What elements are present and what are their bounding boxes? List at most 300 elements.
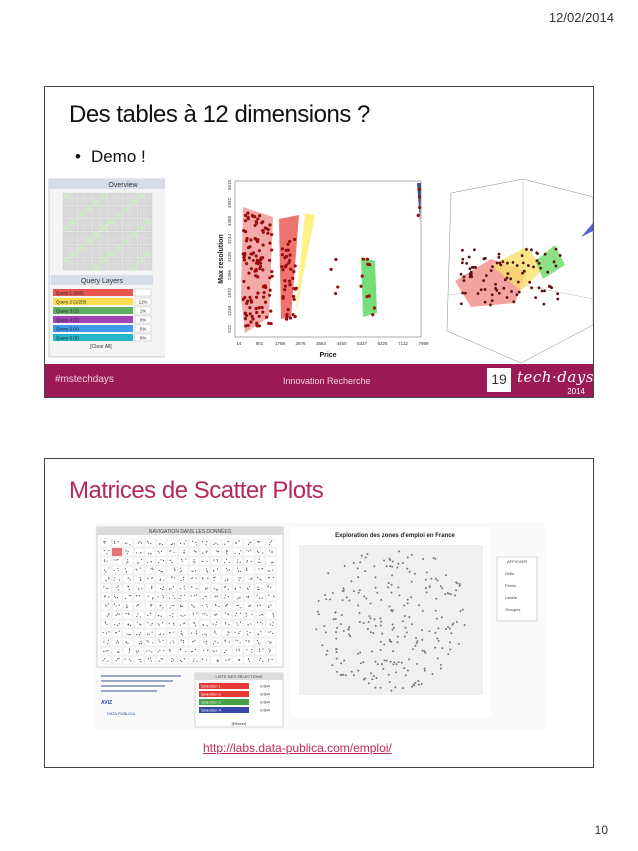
map-point (315, 628, 317, 630)
map-point (382, 668, 384, 670)
scatter-point (292, 295, 295, 298)
map-point (403, 604, 405, 606)
matrix-dot (106, 633, 107, 634)
matrix-dot (238, 597, 239, 598)
query-layer-label: Query 2 (1/2/3) (56, 299, 87, 305)
matrix-dot (173, 605, 174, 606)
3d-point (494, 287, 497, 290)
overview-cell (86, 232, 93, 238)
matrix-dot (237, 562, 238, 563)
matrix-dot (216, 614, 217, 615)
matrix-dot (169, 615, 170, 616)
overview-cell (116, 206, 123, 212)
matrix-cell (233, 656, 243, 664)
matrix-dot (140, 580, 141, 581)
matrix-cell (123, 647, 133, 655)
map-point (362, 661, 364, 663)
map-point (357, 670, 359, 672)
map-point (392, 629, 394, 631)
matrix-dot (207, 625, 208, 626)
matrix-cell (266, 584, 276, 592)
matrix-dot (236, 543, 237, 544)
matrix-dot (140, 632, 141, 633)
map-point (368, 682, 370, 684)
scatter-point (283, 256, 286, 259)
map-point (431, 673, 433, 675)
matrix-dot (152, 623, 153, 624)
3d-point (538, 262, 541, 265)
matrix-dot (248, 544, 249, 545)
matrix-dot (202, 577, 203, 578)
overview-cell (93, 252, 100, 258)
matrix-cell (101, 638, 111, 646)
scatter-point (362, 258, 365, 261)
matrix-dot (151, 604, 152, 605)
matrix-dot (250, 605, 251, 606)
overview-cell (131, 258, 138, 264)
map-point (435, 578, 437, 580)
matrix-dot (160, 580, 161, 581)
scatter-point (288, 280, 291, 283)
matrix-cell (145, 638, 155, 646)
matrix-dot (147, 562, 148, 563)
matrix-cell (156, 620, 166, 628)
3d-point (496, 262, 499, 265)
map-point (343, 590, 345, 592)
map-point (381, 633, 383, 635)
matrix-dot (128, 577, 129, 578)
map-point (371, 678, 373, 680)
map-point (413, 684, 415, 686)
matrix-dot (140, 624, 141, 625)
map-point (335, 618, 337, 620)
map-point (403, 667, 405, 669)
matrix-dot (226, 604, 227, 605)
matrix-cell (112, 647, 122, 655)
matrix-cell (134, 620, 144, 628)
matrix-dot (206, 552, 207, 553)
map-point (335, 648, 337, 650)
matrix-dot (159, 570, 160, 571)
matrix-dot (246, 631, 247, 632)
matrix-cell (167, 620, 177, 628)
matrix-dot (228, 541, 229, 542)
publisher-logo: AVIZ (101, 700, 113, 706)
x-tick-label: 7112 (398, 341, 408, 346)
map-point (325, 631, 327, 633)
matrix-dot (193, 571, 194, 572)
matrix-dot (195, 649, 196, 650)
matrix-cell (233, 611, 243, 619)
map-point (402, 562, 404, 564)
overview-cell (123, 193, 130, 199)
publisher-logo-2: DATA PUBLICA (107, 711, 136, 716)
matrix-cell (222, 656, 232, 664)
overview-cell (108, 258, 115, 264)
matrix-dot (150, 605, 151, 606)
matrix-dot (158, 661, 159, 662)
overview-cell (146, 232, 153, 238)
matrix-dot (170, 560, 171, 561)
matrix-cell (112, 656, 122, 664)
3d-point (469, 267, 472, 270)
scatter-point (292, 270, 295, 273)
matrix-cell (123, 584, 133, 592)
matrix-dot (169, 551, 170, 552)
query-layer-label: Query 4 (3) (56, 317, 79, 323)
matrix-cell (112, 557, 122, 565)
overview-cell (101, 200, 108, 206)
matrix-cell (233, 539, 243, 547)
map-point (397, 563, 399, 565)
matrix-dot (117, 658, 118, 659)
map-point (343, 660, 345, 662)
map-point (399, 594, 401, 596)
matrix-dot (108, 661, 109, 662)
scatter-point (266, 232, 269, 235)
matrix-cell (101, 611, 111, 619)
matrix-dot (248, 597, 249, 598)
scatter-point (261, 268, 264, 271)
matrix-cell (211, 593, 221, 601)
map-point (379, 617, 381, 619)
matrix-dot (215, 633, 216, 634)
map-point (380, 687, 382, 689)
map-point (349, 635, 351, 637)
overview-cell (86, 200, 93, 206)
matrix-dot (192, 641, 193, 642)
matrix-dot (150, 625, 151, 626)
matrix-cell (101, 656, 111, 664)
matrix-dot (169, 607, 170, 608)
matrix-cell (211, 557, 221, 565)
matrix-dot (126, 562, 127, 563)
matrix-dot (171, 588, 172, 589)
matrix-cell (178, 593, 188, 601)
scatter-point (254, 237, 257, 240)
map-point (424, 670, 426, 672)
matrix-dot (158, 634, 159, 635)
matrix-dot (180, 660, 181, 661)
matrix-dot (147, 615, 148, 616)
matrix-dot (196, 588, 197, 589)
map-point (454, 594, 456, 596)
3d-point (521, 254, 524, 257)
matrix-dot (147, 634, 148, 635)
matrix-cell (156, 548, 166, 556)
matrix-dot (180, 606, 181, 607)
scatter-point (256, 217, 259, 220)
matrix-cell (156, 566, 166, 574)
map-point (405, 674, 407, 676)
matrix-dot (272, 551, 273, 552)
matrix-dot (108, 596, 109, 597)
matrix-dot (152, 577, 153, 578)
map-point (402, 687, 404, 689)
matrix-dot (262, 552, 263, 553)
matrix-dot (226, 568, 227, 569)
scatter-point (248, 256, 251, 259)
matrix-cell (266, 575, 276, 583)
matrix-dot (151, 588, 152, 589)
matrix-dot (157, 651, 158, 652)
matrix-dot (227, 579, 228, 580)
map-point (391, 574, 393, 576)
matrix-dot (236, 605, 237, 606)
map-point (391, 566, 393, 568)
matrix-dot (161, 559, 162, 560)
matrix-dot (249, 542, 250, 543)
matrix-cell (167, 557, 177, 565)
matrix-dot (251, 652, 252, 653)
matrix-dot (270, 542, 271, 543)
matrix-dot (152, 569, 153, 570)
overview-cell (146, 200, 153, 206)
matrix-cell (200, 629, 210, 637)
bullet-text: Demo ! (90, 147, 146, 166)
matrix-cell (178, 539, 188, 547)
matrix-dot (108, 578, 109, 579)
matrix-dot (204, 634, 205, 635)
map-point (414, 645, 416, 647)
map-point (367, 628, 369, 630)
map-point (326, 650, 328, 652)
scatter-point (359, 285, 362, 288)
matrix-dot (194, 658, 195, 659)
overview-cell (131, 265, 138, 271)
matrix-cell (134, 656, 144, 664)
3d-point (506, 262, 509, 265)
matrix-dot (161, 658, 162, 659)
matrix-dot (151, 585, 152, 586)
map-point (318, 600, 320, 602)
matrix-dot (196, 544, 197, 545)
matrix-dot (114, 580, 115, 581)
matrix-dot (272, 613, 273, 614)
overview-cell (116, 219, 123, 225)
matrix-cell (222, 638, 232, 646)
overview-cell (93, 213, 100, 219)
matrix-cell (101, 593, 111, 601)
page-number: 10 (594, 823, 608, 837)
matrix-cell (156, 611, 166, 619)
matrix-dot (248, 659, 249, 660)
overview-cell (63, 226, 70, 232)
y-tick-label: 3744 (227, 233, 232, 245)
3d-point (477, 292, 480, 295)
matrix-dot (269, 651, 270, 652)
scatter-point (247, 272, 250, 275)
overview-cell (86, 245, 93, 251)
matrix-cell (156, 656, 166, 664)
map-point (404, 615, 406, 617)
overview-cell (138, 200, 145, 206)
matrix-dot (224, 652, 225, 653)
matrix-cell (189, 620, 199, 628)
map-point (434, 558, 436, 560)
map-point (414, 682, 416, 684)
overview-cell (101, 219, 108, 225)
footer-hashtag: #mstechdays (55, 374, 114, 385)
matrix-cell (112, 566, 122, 574)
matrix-dot (138, 562, 139, 563)
matrix-dot (184, 543, 185, 544)
overview-cell (131, 252, 138, 258)
matrix-dot (224, 597, 225, 598)
matrix-dot (158, 562, 159, 563)
matrix-dot (207, 571, 208, 572)
matrix-dot (203, 641, 204, 642)
3d-point (484, 301, 487, 304)
3d-point (546, 271, 549, 274)
matrix-dot (184, 658, 185, 659)
map-point (371, 650, 373, 652)
3d-point (461, 249, 464, 252)
matrix-dot (160, 588, 161, 589)
matrix-dot (251, 614, 252, 615)
matrix-dot (261, 579, 262, 580)
data-publica-link[interactable]: http://labs.data-publica.com/emploi/ (203, 741, 392, 755)
map-point (375, 661, 377, 663)
matrix-dot (114, 577, 115, 578)
matrix-dot (213, 624, 214, 625)
matrix-dot (272, 659, 273, 660)
legend-item: Grille (505, 571, 515, 576)
matrix-dot (228, 596, 229, 597)
matrix-dot (236, 622, 237, 623)
scatter-point (252, 259, 255, 262)
scatter-point (334, 258, 337, 261)
matrix-dot (117, 585, 118, 586)
query-layer-label: Query 5 (4) (56, 326, 79, 332)
matrix-dot (126, 633, 127, 634)
matrix-dot (204, 613, 205, 614)
matrix-dot (114, 624, 115, 625)
matrix-dot (260, 604, 261, 605)
selection-count: 0/304 (259, 707, 271, 713)
matrix-dot (246, 568, 247, 569)
map-point (396, 641, 398, 643)
clear-all-button[interactable]: [Clear All] (90, 344, 112, 350)
map-point (373, 565, 375, 567)
overview-cell (78, 226, 85, 232)
matrix-dot (107, 643, 108, 644)
matrix-dot (118, 658, 119, 659)
matrix-dot (271, 551, 272, 552)
map-point (417, 680, 419, 682)
overview-cell (108, 245, 115, 251)
matrix-dot (125, 543, 126, 544)
scatter-point (256, 240, 259, 243)
matrix-dot (215, 604, 216, 605)
matrix-dot (139, 541, 140, 542)
matrix-dot (183, 640, 184, 641)
scatter-point (368, 263, 371, 266)
matrix-cell (145, 575, 155, 583)
selection-label: Sélection 3 (201, 699, 221, 705)
matrix-dot (260, 622, 261, 623)
overview-cell (138, 193, 145, 199)
matrix-dot (104, 541, 105, 542)
matrix-dot (229, 658, 230, 659)
matrix-dot (114, 543, 115, 544)
matrix-dot (202, 541, 203, 542)
matrix-dot (196, 630, 197, 631)
scatter-point (291, 277, 294, 280)
matrix-dot (217, 642, 218, 643)
map-point (336, 651, 338, 653)
selection-label: Sélection 2 (201, 691, 221, 697)
3d-point (543, 289, 546, 292)
scatter-point (361, 274, 364, 277)
matrix-dot (103, 651, 104, 652)
overview-cell (101, 245, 108, 251)
matrix-dot (215, 596, 216, 597)
scatter-point (293, 298, 296, 301)
y-tick-label: 4992 (227, 197, 232, 209)
matrix-cell (167, 656, 177, 664)
effacer-button[interactable]: [Effacer] (231, 721, 247, 726)
overview-cell (101, 193, 108, 199)
map-point (440, 668, 442, 670)
matrix-dot (258, 589, 259, 590)
matrix-dot (150, 543, 151, 544)
map-point (327, 572, 329, 574)
matrix-dot (250, 542, 251, 543)
overview-cell (78, 258, 85, 264)
matrix-dot (240, 562, 241, 563)
matrix-dot (193, 614, 194, 615)
3d-point (548, 285, 551, 288)
scatter-point (268, 294, 271, 297)
scatter-point (282, 295, 285, 298)
matrix-dot (196, 661, 197, 662)
matrix-cell (178, 611, 188, 619)
x-tick-label: 7999 (418, 341, 429, 346)
matrix-cell (200, 638, 210, 646)
map-point (386, 660, 388, 662)
map-point (422, 610, 424, 612)
map-point (365, 598, 367, 600)
matrix-dot (182, 561, 183, 562)
overview-cell (101, 206, 108, 212)
overview-cell (138, 206, 145, 212)
matrix-dot (171, 661, 172, 662)
scatter-point (249, 312, 252, 315)
matrix-dot (217, 559, 218, 560)
matrix-dot (271, 562, 272, 563)
scatter-point (253, 270, 256, 273)
matrix-dot (258, 587, 259, 588)
map-point (414, 573, 416, 575)
matrix-dot (185, 558, 186, 559)
matrix-dot (237, 559, 238, 560)
scatter-point (371, 313, 374, 316)
matrix-dot (205, 544, 206, 545)
map-point (416, 640, 418, 642)
matrix-cell (134, 557, 144, 565)
map-point (377, 663, 379, 665)
matrix-cell (233, 638, 243, 646)
scatter-point (285, 264, 288, 267)
scatter-point (242, 280, 245, 283)
overview-cell (146, 213, 153, 219)
matrix-cell (134, 584, 144, 592)
3d-point (489, 304, 492, 307)
map-point (357, 653, 359, 655)
overview-cell (63, 219, 70, 225)
3d-point (517, 281, 520, 284)
